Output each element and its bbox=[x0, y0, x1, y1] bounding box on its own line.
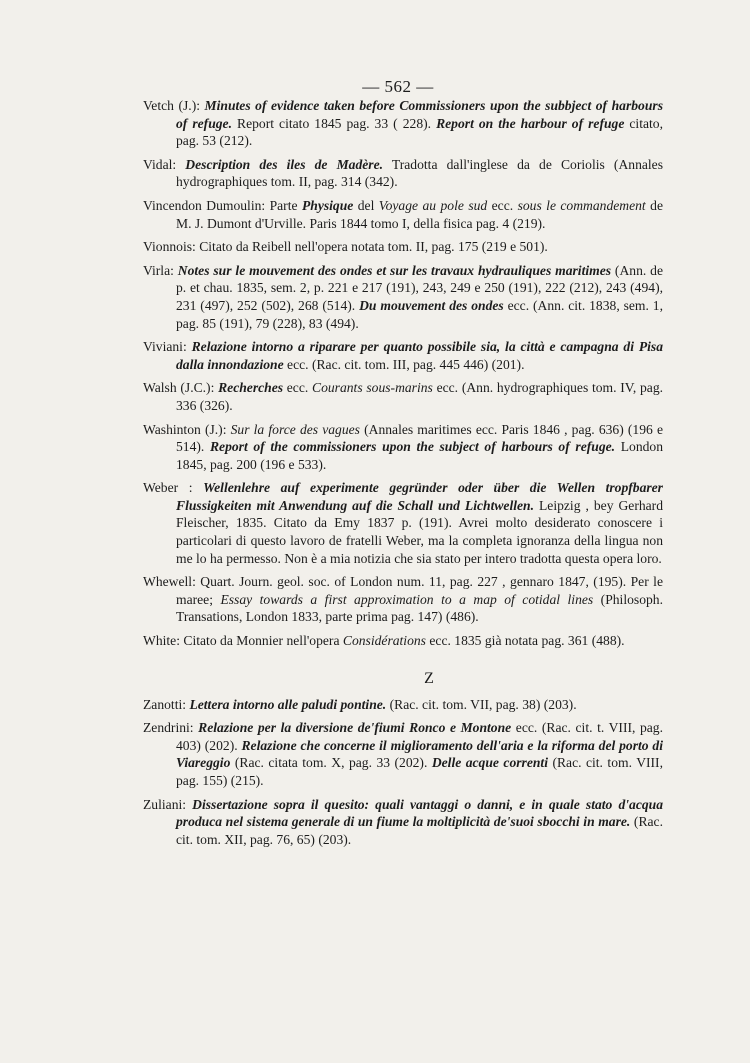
entry-title-text: Essay towards a first approximation to a map of cotidal lines bbox=[220, 591, 594, 607]
bibliography-entry bbox=[143, 573, 663, 626]
bibliography-entry bbox=[143, 696, 663, 714]
bibliography-section-z bbox=[143, 696, 663, 849]
entry-title-text: Sur la force des vagues bbox=[230, 421, 360, 437]
bibliography-entry bbox=[143, 238, 663, 256]
entry-title-text: sous le commandement bbox=[517, 197, 646, 213]
entry-text: Zuliani: bbox=[143, 796, 193, 812]
entry-text: (Ann. de p. et chau. 1835, sem. 2, p. 221 e 217 (191), 243, 249 e 250 (191), 222 (212), 243 (494), 231 (497), 252 (502), 268 (514). bbox=[176, 262, 663, 313]
page-number: — 562 — bbox=[362, 77, 434, 96]
entry-text: Vetch (J.): bbox=[143, 98, 205, 113]
bibliography-column bbox=[143, 97, 663, 854]
entry-title-text: Du mouvement des ondes bbox=[359, 297, 504, 313]
bibliography-entry bbox=[143, 479, 663, 567]
entry-text: Vionnois: Citato da Reibell nell'opera notata tom. II, pag. 175 (219 e 501). bbox=[143, 239, 548, 255]
entry-title-text: Delle acque correnti bbox=[431, 755, 548, 771]
entry-text: Report citato 1845 pag. 33 ( 228). bbox=[232, 115, 437, 131]
entry-title-text: Voyage au pole sud bbox=[378, 197, 488, 213]
entry-title-text: Dissertazione sopra il quesito: quali vantaggi o danni, e in quale stato d'acqua produca nel sistema generale di un fiume la moltiplicità de'suoi sbocchi in mare. bbox=[176, 796, 664, 830]
bibliography-entry bbox=[143, 796, 663, 849]
entry-text: del bbox=[353, 197, 379, 213]
entry-text: Virla: bbox=[143, 262, 178, 278]
bibliography-entry bbox=[143, 197, 663, 232]
entry-title-text: Physique bbox=[301, 197, 354, 213]
bibliography-entry bbox=[143, 719, 663, 789]
entry-title-text: Relazione intorno a riparare per quanto possibile sia, la città e campagna di Pisa dalla innondazione bbox=[176, 339, 664, 372]
entry-title-text: Lettera intorno alle paludi pontine. bbox=[189, 696, 387, 712]
entry-text: ecc. (Ann. cit. 1838, sem. 1, pag. 85 (191), 79 (228), 83 (494). bbox=[176, 297, 664, 331]
bibliography-entry bbox=[143, 379, 663, 414]
entry-text: Tradotta dall'inglese da de Coriolis (Annales hydrographiques tom. II, pag. 314 (342). bbox=[176, 156, 664, 190]
entry-text: Zanotti: bbox=[143, 696, 190, 712]
entry-title-text: Relazione per la diversione de'fiumi Ronco e Montone bbox=[198, 720, 512, 736]
bibliography-section-v bbox=[143, 97, 663, 650]
entry-text: (Philosoph. Transations, London 1833, parte prima pag. 147) (486). bbox=[176, 591, 663, 625]
entry-text: London 1845, pag. 200 (196 e 533). bbox=[176, 439, 664, 472]
entry-text: (Rac. cit. tom. VII, pag. 38) (203). bbox=[386, 696, 577, 712]
entry-text: ecc. (Rac. cit. t. VIII, pag. 403) (202). bbox=[176, 720, 664, 753]
entry-text: (Rac. cit. tom. XII, pag. 76, 65) (203). bbox=[176, 814, 663, 847]
entry-title-text: Courants sous-marins bbox=[312, 380, 433, 396]
entry-text: (Rac. citata tom. X, pag. 33 (202). bbox=[230, 755, 432, 771]
entry-title-text: Minutes of evidence taken before Commissioners upon the subbject of harbours of refuge. bbox=[176, 98, 663, 131]
bibliography-entry bbox=[143, 421, 663, 474]
entry-title-text: Wellenlehre auf experimente gegründer oder über die Wellen tropfbarer Flussigkeiten mit Anwendung auf die Schall und Lichtwellen. bbox=[176, 480, 663, 513]
entry-text: (Rac. cit. tom. VIII, pag. 155) (215). bbox=[176, 755, 663, 788]
entry-text: citato, pag. 53 (212). bbox=[176, 115, 663, 149]
entry-text: (Annales maritimes ecc. Paris 1846 , pag. 636) (196 e 514). bbox=[176, 421, 663, 455]
entry-text: Whewell: Quart. Journ. geol. soc. of London num. 11, pag. 227 , gennaro 1847, (195). Per le maree; bbox=[143, 574, 663, 607]
entry-title-text: Relazione che concerne il miglioramento dell'aria e la riforma del porto di Viareggio bbox=[176, 737, 664, 771]
entry-text: Vincendon Dumoulin: Parte bbox=[143, 197, 302, 213]
entry-title-text: Notes sur le mouvement des ondes et sur les travaux hydrauliques maritimes bbox=[177, 262, 612, 278]
entry-title-text: Considérations bbox=[342, 633, 426, 649]
entry-text: Weber : bbox=[143, 480, 204, 496]
entry-title-text: Report on the harbour of refuge bbox=[436, 115, 625, 131]
entry-text: Leipzig , bey Gerhard Fleischer, 1835. Citato da Emy 1837 p. (191). Avrei molto desiderato conoscere i particolari di questo lavoro de fratelli Weber, ma la completa ignoranza della lingua non me lo ha permesso. Non è a mia notizia che sia stato per intero tradotta questa opera loro. bbox=[176, 497, 663, 566]
bibliography-entry bbox=[143, 338, 663, 373]
entry-text: ecc. bbox=[487, 197, 518, 213]
entry-text: Washinton (J.): bbox=[143, 421, 231, 437]
entry-text: ecc. bbox=[283, 380, 313, 396]
section-heading-z: Z bbox=[424, 669, 434, 687]
entry-text: White: Citato da Monnier nell'opera bbox=[143, 633, 343, 649]
bibliography-entry bbox=[143, 632, 663, 650]
entry-title-text: Description des iles de Madère. bbox=[185, 156, 384, 172]
bibliography-entry bbox=[143, 156, 663, 191]
entry-text: Zendrini: bbox=[143, 720, 199, 736]
entry-title-text: Recherches bbox=[218, 380, 284, 396]
entry-text: Viviani: bbox=[143, 339, 192, 355]
entry-text: ecc. (Ann. hydrographiques tom. IV, pag. 336 (326). bbox=[176, 380, 664, 413]
bibliography-entry bbox=[143, 262, 663, 332]
entry-text: Walsh (J.C.): bbox=[143, 380, 219, 396]
entry-text: ecc. 1835 già notata pag. 361 (488). bbox=[425, 633, 625, 649]
entry-title-text: Report of the commissioners upon the subject of harbours of refuge. bbox=[209, 439, 616, 455]
bibliography-entry bbox=[143, 97, 663, 150]
entry-text: ecc. (Rac. cit. tom. III, pag. 445 446) (201). bbox=[283, 356, 525, 372]
entry-text: Vidal: bbox=[143, 156, 186, 172]
entry-text: de M. J. Dumont d'Urville. Paris 1844 tomo I, della fisica pag. 4 (219). bbox=[176, 197, 663, 231]
